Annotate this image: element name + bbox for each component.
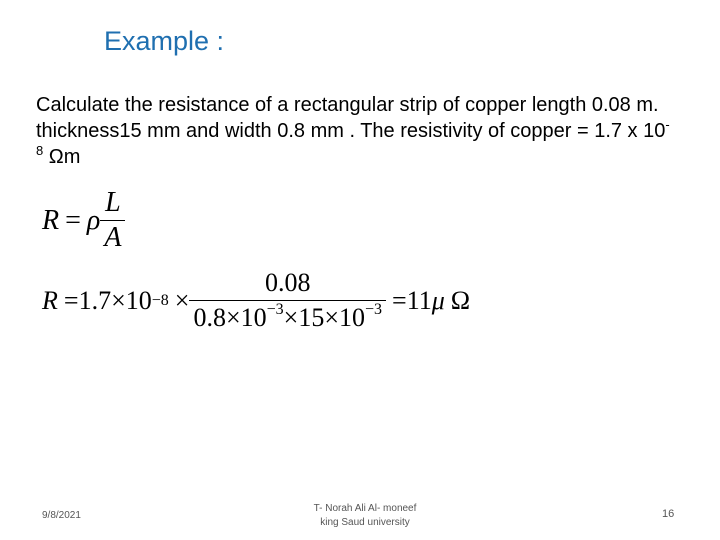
formula1-denominator: A [100, 220, 125, 255]
den-times2: × [283, 303, 299, 332]
formula2-mu: μ [431, 285, 445, 315]
formula2-eq2: = [392, 285, 407, 315]
problem-exponent: -8 [36, 117, 670, 158]
den-base1: 10 [240, 303, 267, 332]
formula2-denominator [189, 300, 386, 335]
problem-unit: Ωm [48, 146, 81, 168]
resistance-formula [42, 186, 125, 255]
problem-statement [36, 92, 676, 170]
den-a: 0.8 [193, 303, 226, 332]
formula2-coef: 1.7 [78, 285, 112, 315]
formula2-eq: = [63, 285, 79, 315]
footer-author-line2: king Saud university [320, 517, 410, 528]
formula1-eq: = [65, 204, 81, 236]
resistance-calculation: R = 1.7 × 10 −8 × $\frac{0.08}{0.8\times 10^{-3}\times 15\times 10^{-3}}$ = 11 μ Ω [42, 266, 470, 335]
formula2-fraction [189, 266, 386, 335]
formula2-numerator: 0.08 [264, 268, 311, 297]
problem-text: Calculate the resistance of a rectangular strip of copper length 0.08 m. thickness15 mm and width 0.8 mm . The resistivity of copper = 1.7 x 10 [36, 94, 666, 142]
page-number: 16 [662, 508, 675, 520]
footer-author [290, 502, 440, 530]
footer-date: 9/8/2021 [42, 510, 81, 521]
formula1-fraction [100, 186, 125, 255]
formula2-lhs: R [42, 285, 58, 315]
formula2-times2: × [174, 285, 190, 315]
formula2-result: 11 [406, 285, 432, 315]
den-b: 15 [298, 303, 325, 332]
formula1-numerator: L [105, 187, 121, 218]
formula2-base: 10 [125, 285, 152, 315]
footer-author-line1: T- Norah Ali Al- moneef [313, 503, 417, 514]
den-times1: × [225, 303, 241, 332]
formula2-times: × [111, 285, 126, 315]
formula1-lhs: R [42, 204, 60, 236]
den-times3: × [324, 303, 339, 332]
formula2-omega: Ω [450, 285, 471, 315]
den-exp2: −3 [364, 301, 383, 318]
den-exp1: −3 [266, 301, 284, 318]
formula1-rho: ρ [86, 204, 101, 236]
den-base2: 10 [338, 303, 365, 332]
slide-title: Example : [104, 26, 225, 56]
